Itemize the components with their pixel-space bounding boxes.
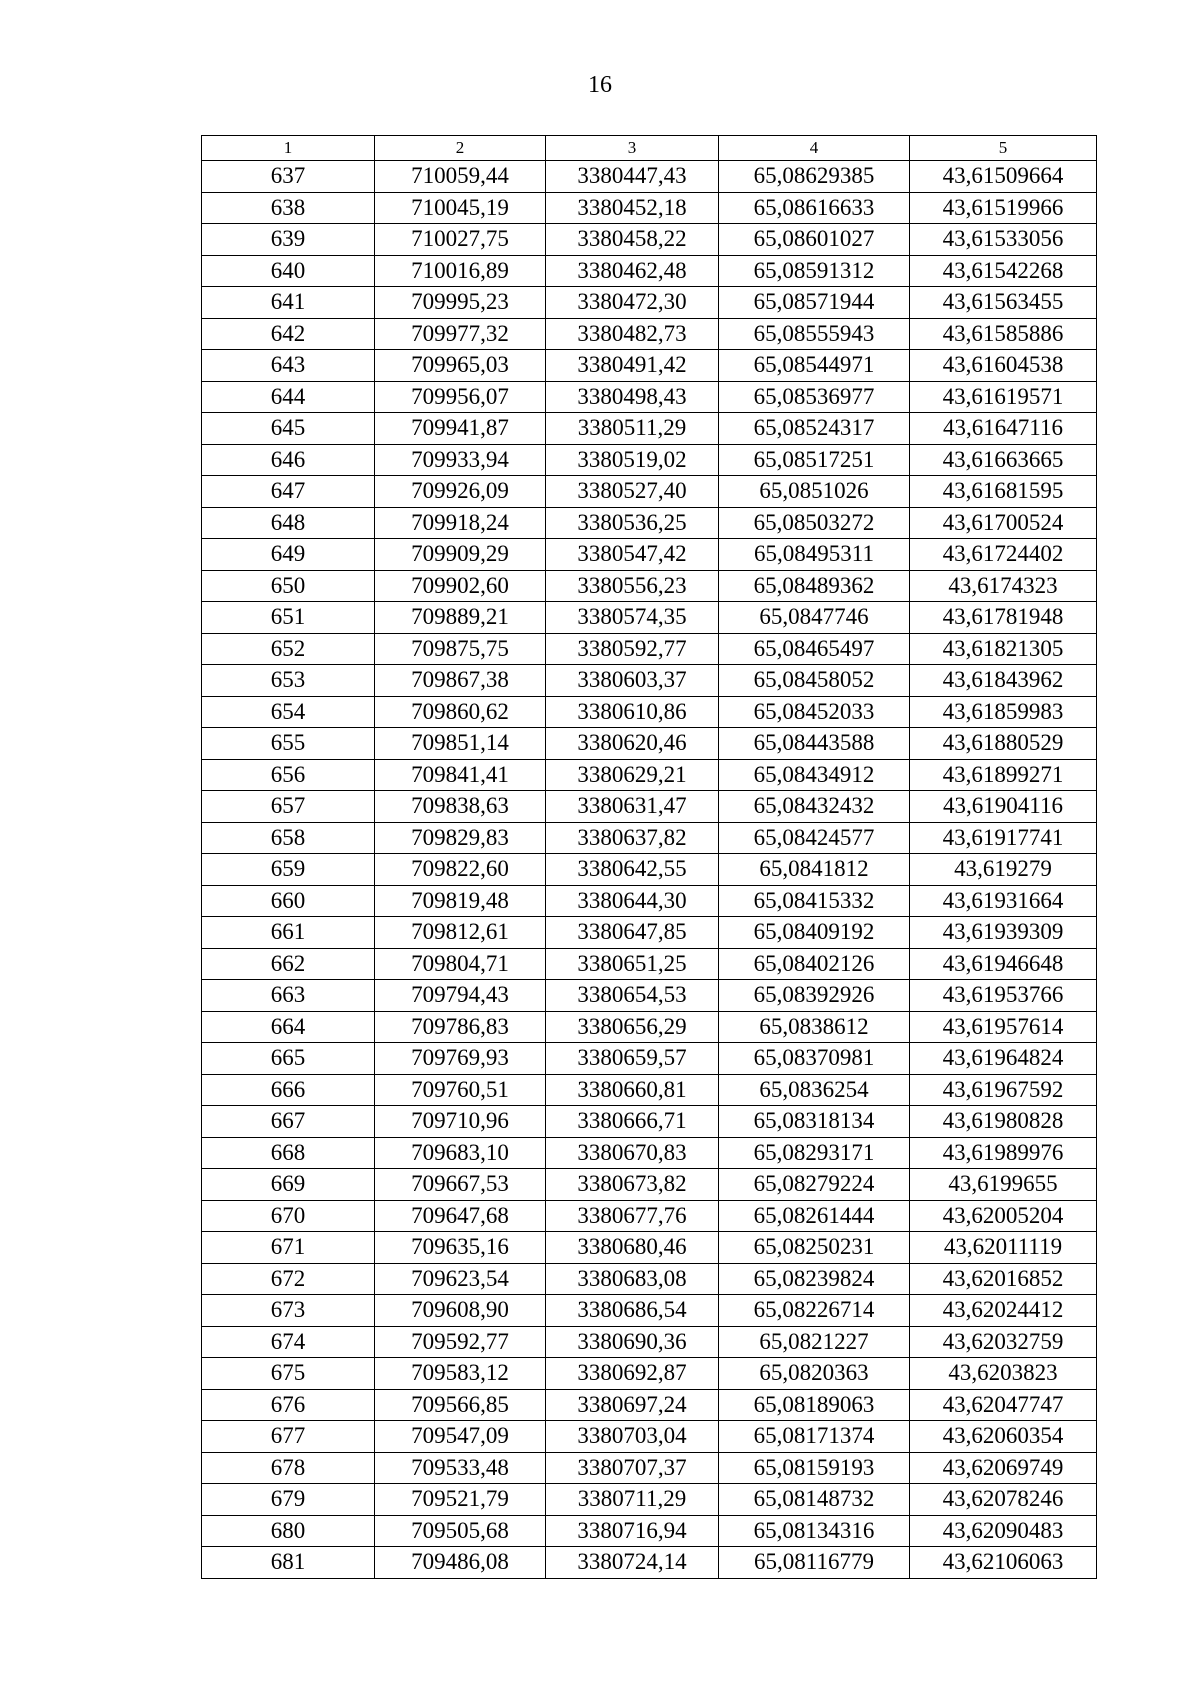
table-row	[202, 1200, 1097, 1232]
latitude-cell: 43,61859983	[910, 696, 1097, 728]
y-coordinate-cell: 3380592,77	[546, 633, 719, 665]
x-coordinate-cell: 709867,38	[375, 665, 546, 697]
y-coordinate-cell: 3380637,82	[546, 822, 719, 854]
x-coordinate-cell: 709623,54	[375, 1263, 546, 1295]
y-coordinate-cell: 3380603,37	[546, 665, 719, 697]
table-row	[202, 1232, 1097, 1264]
x-coordinate-cell: 709841,41	[375, 759, 546, 791]
x-coordinate-cell: 709583,12	[375, 1358, 546, 1390]
point-number-cell: 649	[202, 539, 375, 571]
table-row	[202, 759, 1097, 791]
latitude-cell: 43,6174323	[910, 570, 1097, 602]
y-coordinate-cell: 3380642,55	[546, 854, 719, 886]
table-row	[202, 885, 1097, 917]
table-row	[202, 444, 1097, 476]
table-row	[202, 1547, 1097, 1579]
table-row	[202, 350, 1097, 382]
y-coordinate-cell: 3380620,46	[546, 728, 719, 760]
latitude-cell: 43,61989976	[910, 1137, 1097, 1169]
longitude-cell: 65,08489362	[719, 570, 910, 602]
point-number-cell: 678	[202, 1452, 375, 1484]
point-number-cell: 661	[202, 917, 375, 949]
x-coordinate-cell: 709812,61	[375, 917, 546, 949]
longitude-cell: 65,08432432	[719, 791, 910, 823]
x-coordinate-cell: 709710,96	[375, 1106, 546, 1138]
x-coordinate-cell: 709760,51	[375, 1074, 546, 1106]
point-number-cell: 651	[202, 602, 375, 634]
x-coordinate-cell: 709977,32	[375, 318, 546, 350]
longitude-cell: 65,0841812	[719, 854, 910, 886]
point-number-cell: 680	[202, 1515, 375, 1547]
point-number-cell: 650	[202, 570, 375, 602]
point-number-cell: 679	[202, 1484, 375, 1516]
longitude-cell: 65,0847746	[719, 602, 910, 634]
table-row	[202, 665, 1097, 697]
point-number-cell: 644	[202, 381, 375, 413]
longitude-cell: 65,08189063	[719, 1389, 910, 1421]
latitude-cell: 43,61939309	[910, 917, 1097, 949]
point-number-cell: 652	[202, 633, 375, 665]
longitude-cell: 65,08616633	[719, 192, 910, 224]
table-row	[202, 917, 1097, 949]
latitude-cell: 43,61585886	[910, 318, 1097, 350]
point-number-cell: 663	[202, 980, 375, 1012]
longitude-cell: 65,08571944	[719, 287, 910, 319]
longitude-cell: 65,08226714	[719, 1295, 910, 1327]
point-number-cell: 657	[202, 791, 375, 823]
latitude-cell: 43,619279	[910, 854, 1097, 886]
point-number-cell: 664	[202, 1011, 375, 1043]
point-number-cell: 648	[202, 507, 375, 539]
column-header-4: 4	[719, 136, 910, 161]
latitude-cell: 43,61663665	[910, 444, 1097, 476]
point-number-cell: 642	[202, 318, 375, 350]
table-row	[202, 1074, 1097, 1106]
table-row	[202, 602, 1097, 634]
table-row	[202, 318, 1097, 350]
y-coordinate-cell: 3380666,71	[546, 1106, 719, 1138]
longitude-cell: 65,08452033	[719, 696, 910, 728]
latitude-cell: 43,62090483	[910, 1515, 1097, 1547]
longitude-cell: 65,08261444	[719, 1200, 910, 1232]
latitude-cell: 43,61843962	[910, 665, 1097, 697]
point-number-cell: 641	[202, 287, 375, 319]
x-coordinate-cell: 710016,89	[375, 255, 546, 287]
x-coordinate-cell: 710045,19	[375, 192, 546, 224]
page-number: 16	[588, 72, 612, 98]
x-coordinate-cell: 709829,83	[375, 822, 546, 854]
table-row	[202, 1295, 1097, 1327]
point-number-cell: 646	[202, 444, 375, 476]
y-coordinate-cell: 3380556,23	[546, 570, 719, 602]
x-coordinate-cell: 709909,29	[375, 539, 546, 571]
x-coordinate-cell: 709683,10	[375, 1137, 546, 1169]
y-coordinate-cell: 3380458,22	[546, 224, 719, 256]
table-row	[202, 1263, 1097, 1295]
table-header	[202, 136, 1097, 161]
longitude-cell: 65,08517251	[719, 444, 910, 476]
y-coordinate-cell: 3380670,83	[546, 1137, 719, 1169]
y-coordinate-cell: 3380707,37	[546, 1452, 719, 1484]
table-row	[202, 1484, 1097, 1516]
longitude-cell: 65,0838612	[719, 1011, 910, 1043]
latitude-cell: 43,62005204	[910, 1200, 1097, 1232]
longitude-cell: 65,08279224	[719, 1169, 910, 1201]
table-row	[202, 854, 1097, 886]
y-coordinate-cell: 3380686,54	[546, 1295, 719, 1327]
table-row	[202, 633, 1097, 665]
longitude-cell: 65,08370981	[719, 1043, 910, 1075]
latitude-cell: 43,61700524	[910, 507, 1097, 539]
table-row	[202, 1169, 1097, 1201]
longitude-cell: 65,08434912	[719, 759, 910, 791]
latitude-cell: 43,61967592	[910, 1074, 1097, 1106]
x-coordinate-cell: 709486,08	[375, 1547, 546, 1579]
longitude-cell: 65,08524317	[719, 413, 910, 445]
point-number-cell: 671	[202, 1232, 375, 1264]
table-row	[202, 1389, 1097, 1421]
point-number-cell: 670	[202, 1200, 375, 1232]
longitude-cell: 65,08555943	[719, 318, 910, 350]
x-coordinate-cell: 709533,48	[375, 1452, 546, 1484]
table-row	[202, 1421, 1097, 1453]
y-coordinate-cell: 3380498,43	[546, 381, 719, 413]
latitude-cell: 43,61957614	[910, 1011, 1097, 1043]
x-coordinate-cell: 709902,60	[375, 570, 546, 602]
table-row	[202, 161, 1097, 193]
x-coordinate-cell: 709889,21	[375, 602, 546, 634]
point-number-cell: 647	[202, 476, 375, 508]
table-row	[202, 1043, 1097, 1075]
latitude-cell: 43,62016852	[910, 1263, 1097, 1295]
y-coordinate-cell: 3380536,25	[546, 507, 719, 539]
y-coordinate-cell: 3380683,08	[546, 1263, 719, 1295]
latitude-cell: 43,61964824	[910, 1043, 1097, 1075]
y-coordinate-cell: 3380447,43	[546, 161, 719, 193]
y-coordinate-cell: 3380519,02	[546, 444, 719, 476]
latitude-cell: 43,61724402	[910, 539, 1097, 571]
table-row	[202, 948, 1097, 980]
column-header-5: 5	[910, 136, 1097, 161]
point-number-cell: 653	[202, 665, 375, 697]
table-row	[202, 381, 1097, 413]
y-coordinate-cell: 3380547,42	[546, 539, 719, 571]
table-row	[202, 255, 1097, 287]
y-coordinate-cell: 3380716,94	[546, 1515, 719, 1547]
table-row	[202, 1011, 1097, 1043]
point-number-cell: 673	[202, 1295, 375, 1327]
table-row	[202, 476, 1097, 508]
longitude-cell: 65,0820363	[719, 1358, 910, 1390]
latitude-cell: 43,62032759	[910, 1326, 1097, 1358]
x-coordinate-cell: 709838,63	[375, 791, 546, 823]
longitude-cell: 65,08601027	[719, 224, 910, 256]
point-number-cell: 674	[202, 1326, 375, 1358]
column-header-2: 2	[375, 136, 546, 161]
table-row	[202, 1137, 1097, 1169]
point-number-cell: 675	[202, 1358, 375, 1390]
y-coordinate-cell: 3380692,87	[546, 1358, 719, 1390]
latitude-cell: 43,61563455	[910, 287, 1097, 319]
point-number-cell: 672	[202, 1263, 375, 1295]
point-number-cell: 660	[202, 885, 375, 917]
table-row	[202, 413, 1097, 445]
latitude-cell: 43,62106063	[910, 1547, 1097, 1579]
longitude-cell: 65,08159193	[719, 1452, 910, 1484]
longitude-cell: 65,08495311	[719, 539, 910, 571]
point-number-cell: 645	[202, 413, 375, 445]
table-row	[202, 224, 1097, 256]
table-row	[202, 696, 1097, 728]
y-coordinate-cell: 3380452,18	[546, 192, 719, 224]
y-coordinate-cell: 3380703,04	[546, 1421, 719, 1453]
y-coordinate-cell: 3380673,82	[546, 1169, 719, 1201]
x-coordinate-cell: 709608,90	[375, 1295, 546, 1327]
y-coordinate-cell: 3380660,81	[546, 1074, 719, 1106]
x-coordinate-cell: 709941,87	[375, 413, 546, 445]
table-row	[202, 1106, 1097, 1138]
latitude-cell: 43,6203823	[910, 1358, 1097, 1390]
longitude-cell: 65,08250231	[719, 1232, 910, 1264]
point-number-cell: 656	[202, 759, 375, 791]
latitude-cell: 43,61931664	[910, 885, 1097, 917]
latitude-cell: 43,61604538	[910, 350, 1097, 382]
longitude-cell: 65,08424577	[719, 822, 910, 854]
y-coordinate-cell: 3380656,29	[546, 1011, 719, 1043]
x-coordinate-cell: 709521,79	[375, 1484, 546, 1516]
longitude-cell: 65,08503272	[719, 507, 910, 539]
table-row	[202, 791, 1097, 823]
y-coordinate-cell: 3380690,36	[546, 1326, 719, 1358]
latitude-cell: 43,61509664	[910, 161, 1097, 193]
x-coordinate-cell: 709819,48	[375, 885, 546, 917]
x-coordinate-cell: 709804,71	[375, 948, 546, 980]
latitude-cell: 43,61953766	[910, 980, 1097, 1012]
latitude-cell: 43,61917741	[910, 822, 1097, 854]
y-coordinate-cell: 3380724,14	[546, 1547, 719, 1579]
latitude-cell: 43,62024412	[910, 1295, 1097, 1327]
latitude-cell: 43,61980828	[910, 1106, 1097, 1138]
latitude-cell: 43,61647116	[910, 413, 1097, 445]
longitude-cell: 65,08443588	[719, 728, 910, 760]
longitude-cell: 65,08591312	[719, 255, 910, 287]
longitude-cell: 65,08402126	[719, 948, 910, 980]
y-coordinate-cell: 3380680,46	[546, 1232, 719, 1264]
y-coordinate-cell: 3380574,35	[546, 602, 719, 634]
x-coordinate-cell: 709794,43	[375, 980, 546, 1012]
point-number-cell: 659	[202, 854, 375, 886]
y-coordinate-cell: 3380527,40	[546, 476, 719, 508]
x-coordinate-cell: 709786,83	[375, 1011, 546, 1043]
table-row	[202, 980, 1097, 1012]
y-coordinate-cell: 3380472,30	[546, 287, 719, 319]
latitude-cell: 43,61542268	[910, 255, 1097, 287]
x-coordinate-cell: 709647,68	[375, 1200, 546, 1232]
x-coordinate-cell: 709667,53	[375, 1169, 546, 1201]
latitude-cell: 43,61681595	[910, 476, 1097, 508]
longitude-cell: 65,08409192	[719, 917, 910, 949]
table-row	[202, 1358, 1097, 1390]
column-header-3: 3	[546, 136, 719, 161]
latitude-cell: 43,61946648	[910, 948, 1097, 980]
longitude-cell: 65,08148732	[719, 1484, 910, 1516]
x-coordinate-cell: 709505,68	[375, 1515, 546, 1547]
point-number-cell: 668	[202, 1137, 375, 1169]
point-number-cell: 669	[202, 1169, 375, 1201]
x-coordinate-cell: 709547,09	[375, 1421, 546, 1453]
longitude-cell: 65,0851026	[719, 476, 910, 508]
longitude-cell: 65,08629385	[719, 161, 910, 193]
y-coordinate-cell: 3380462,48	[546, 255, 719, 287]
latitude-cell: 43,61880529	[910, 728, 1097, 760]
point-number-cell: 665	[202, 1043, 375, 1075]
point-number-cell: 677	[202, 1421, 375, 1453]
longitude-cell: 65,08465497	[719, 633, 910, 665]
y-coordinate-cell: 3380654,53	[546, 980, 719, 1012]
y-coordinate-cell: 3380697,24	[546, 1389, 719, 1421]
y-coordinate-cell: 3380482,73	[546, 318, 719, 350]
longitude-cell: 65,0821227	[719, 1326, 910, 1358]
table-row	[202, 192, 1097, 224]
longitude-cell: 65,08116779	[719, 1547, 910, 1579]
y-coordinate-cell: 3380511,29	[546, 413, 719, 445]
x-coordinate-cell: 710059,44	[375, 161, 546, 193]
x-coordinate-cell: 709822,60	[375, 854, 546, 886]
table-row	[202, 287, 1097, 319]
latitude-cell: 43,61533056	[910, 224, 1097, 256]
y-coordinate-cell: 3380644,30	[546, 885, 719, 917]
longitude-cell: 65,08293171	[719, 1137, 910, 1169]
x-coordinate-cell: 709995,23	[375, 287, 546, 319]
column-header-1: 1	[202, 136, 375, 161]
latitude-cell: 43,61619571	[910, 381, 1097, 413]
latitude-cell: 43,6199655	[910, 1169, 1097, 1201]
table-row	[202, 822, 1097, 854]
y-coordinate-cell: 3380631,47	[546, 791, 719, 823]
table-row	[202, 1452, 1097, 1484]
y-coordinate-cell: 3380629,21	[546, 759, 719, 791]
longitude-cell: 65,08239824	[719, 1263, 910, 1295]
coordinates-table	[201, 135, 1097, 1579]
table-row	[202, 570, 1097, 602]
point-number-cell: 666	[202, 1074, 375, 1106]
header-row	[202, 136, 1097, 161]
longitude-cell: 65,08544971	[719, 350, 910, 382]
y-coordinate-cell: 3380711,29	[546, 1484, 719, 1516]
x-coordinate-cell: 709566,85	[375, 1389, 546, 1421]
latitude-cell: 43,62069749	[910, 1452, 1097, 1484]
x-coordinate-cell: 709956,07	[375, 381, 546, 413]
point-number-cell: 654	[202, 696, 375, 728]
x-coordinate-cell: 709851,14	[375, 728, 546, 760]
point-number-cell: 643	[202, 350, 375, 382]
x-coordinate-cell: 709860,62	[375, 696, 546, 728]
y-coordinate-cell: 3380651,25	[546, 948, 719, 980]
x-coordinate-cell: 710027,75	[375, 224, 546, 256]
x-coordinate-cell: 709933,94	[375, 444, 546, 476]
latitude-cell: 43,61904116	[910, 791, 1097, 823]
table-body	[202, 161, 1097, 1579]
longitude-cell: 65,08536977	[719, 381, 910, 413]
latitude-cell: 43,61781948	[910, 602, 1097, 634]
latitude-cell: 43,62047747	[910, 1389, 1097, 1421]
x-coordinate-cell: 709965,03	[375, 350, 546, 382]
latitude-cell: 43,61519966	[910, 192, 1097, 224]
x-coordinate-cell: 709926,09	[375, 476, 546, 508]
point-number-cell: 658	[202, 822, 375, 854]
point-number-cell: 640	[202, 255, 375, 287]
x-coordinate-cell: 709592,77	[375, 1326, 546, 1358]
latitude-cell: 43,61899271	[910, 759, 1097, 791]
x-coordinate-cell: 709635,16	[375, 1232, 546, 1264]
longitude-cell: 65,08415332	[719, 885, 910, 917]
y-coordinate-cell: 3380491,42	[546, 350, 719, 382]
y-coordinate-cell: 3380677,76	[546, 1200, 719, 1232]
longitude-cell: 65,0836254	[719, 1074, 910, 1106]
point-number-cell: 637	[202, 161, 375, 193]
latitude-cell: 43,61821305	[910, 633, 1097, 665]
point-number-cell: 667	[202, 1106, 375, 1138]
y-coordinate-cell: 3380659,57	[546, 1043, 719, 1075]
table-row	[202, 728, 1097, 760]
table-row	[202, 1515, 1097, 1547]
latitude-cell: 43,62011119	[910, 1232, 1097, 1264]
longitude-cell: 65,08134316	[719, 1515, 910, 1547]
table-row	[202, 539, 1097, 571]
x-coordinate-cell: 709918,24	[375, 507, 546, 539]
table-row	[202, 507, 1097, 539]
x-coordinate-cell: 709875,75	[375, 633, 546, 665]
point-number-cell: 676	[202, 1389, 375, 1421]
point-number-cell: 639	[202, 224, 375, 256]
longitude-cell: 65,08392926	[719, 980, 910, 1012]
y-coordinate-cell: 3380647,85	[546, 917, 719, 949]
latitude-cell: 43,62078246	[910, 1484, 1097, 1516]
longitude-cell: 65,08171374	[719, 1421, 910, 1453]
table-row	[202, 1326, 1097, 1358]
point-number-cell: 655	[202, 728, 375, 760]
longitude-cell: 65,08318134	[719, 1106, 910, 1138]
point-number-cell: 638	[202, 192, 375, 224]
point-number-cell: 662	[202, 948, 375, 980]
x-coordinate-cell: 709769,93	[375, 1043, 546, 1075]
longitude-cell: 65,08458052	[719, 665, 910, 697]
y-coordinate-cell: 3380610,86	[546, 696, 719, 728]
point-number-cell: 681	[202, 1547, 375, 1579]
latitude-cell: 43,62060354	[910, 1421, 1097, 1453]
